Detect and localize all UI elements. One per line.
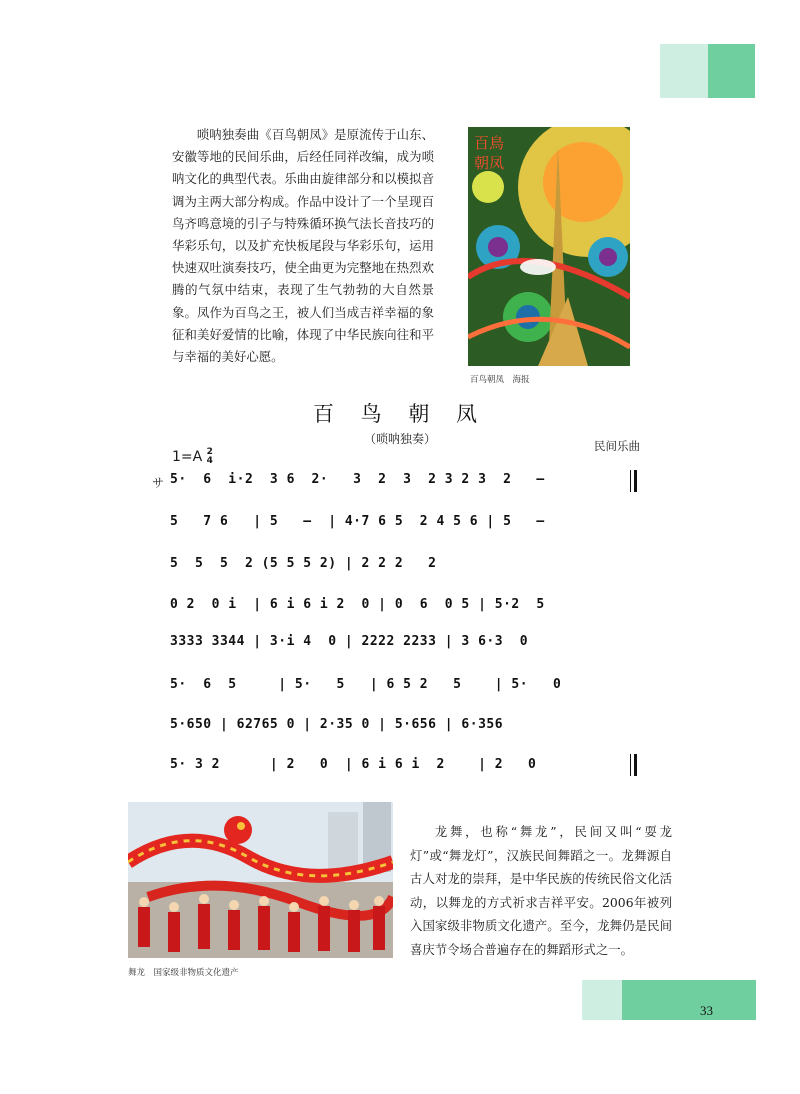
score-prefix: サ [152,476,165,490]
poster-title-line1: 百鳥 [474,134,505,152]
dragon-paragraph: 龙舞，也称“舞龙”，民间又叫“耍龙灯”或“舞龙灯”，汉族民间舞蹈之一。龙舞源自古人对龙的崇拜，是中华民族的传统民俗文化活动，以舞龙的方式祈求吉祥平安。2006年被列入国家级非物质文化遗产。至今，龙舞仍是民间喜庆节令场合普遍存在的舞蹈形式之一。 [410,824,672,957]
dragon-caption: 舞龙 国家级非物质文化遗产 [128,968,239,978]
footer-block-dark [622,980,756,1020]
score-title: 百 鸟 朝 凤 [312,402,488,426]
bar-line [630,470,637,492]
key-signature [172,448,213,466]
dragon-dance-illustration [128,802,393,958]
time-signature [207,448,213,466]
score-row-6: 5· 6 5 | 5· 5 | 6 5 2 5 | 5· 0 [170,677,562,692]
corner-block-light [660,44,708,98]
score-origin: 民间乐曲 [594,439,640,453]
score-row-3: 5 5 5 2 (5 5 5 2) | 2 2 2 2 [170,556,437,571]
dragon-dance-photo [128,802,393,958]
score-row-5: 3333 3344 | 3·i 4 0 | 2222 2233 | 3 6·3 0 [170,634,529,649]
corner-block-dark [708,44,755,98]
score-row-8: 5· 3 2 | 2 0 | 6 i 6 i 2 | 2 0 [170,757,537,772]
time-bottom: 4 [206,456,213,466]
footer-block-light [582,980,622,1020]
page-number: 33 [700,1003,713,1018]
intro-paragraph: 唢呐独奏曲《百鸟朝凤》是原流传于山东、安徽等地的民间乐曲，后经任同祥改编，成为唢呐文化的典型代表。乐曲由旋律部分和以模拟音调为主两大部分构成。作品中设计了一个呈现百鸟齐鸣意境的引子与特殊循环换气法长音技巧的华彩乐句，以及扩充快板尾段与华彩乐句，运用快速双吐演奏技巧，使全曲更为完整地在热烈欢腾的气氛中结束，表现了生气勃勃的大自然景象。凤作为百鸟之王，被人们当成吉祥幸福的象征和美好爱情的比喻，体现了中华民族向往和平与幸福的美好心愿。 [172,127,434,365]
corner-decoration [660,44,755,98]
key-label: 1=A [172,449,203,465]
score-row-7: 5·650 | 62765 0 | 2·35 0 | 5·656 | 6·356 [170,717,504,732]
final-bar-line [630,754,637,776]
score-row-1: 5· 6 i·2 3 6 2· 3 2 3 2 3 2 3 2 – [170,472,545,487]
poster-caption: 百鸟朝凤 海报 [470,375,530,385]
score-row-2: 5 7 6 | 5 – | 4·7 6 5 2 4 5 6 | 5 – [170,514,545,529]
poster-title-line2: 朝凤 [474,154,505,172]
score-subtitle: （唢呐独奏） [363,432,436,446]
time-top: 2 [206,447,213,457]
poster-title [474,133,514,173]
footer-decoration [582,980,756,1020]
score-row-4: 0 2 0 i | 6 i 6 i 2 0 | 0 6 0 5 | 5·2 5 [170,597,545,612]
poster-image [468,127,630,366]
